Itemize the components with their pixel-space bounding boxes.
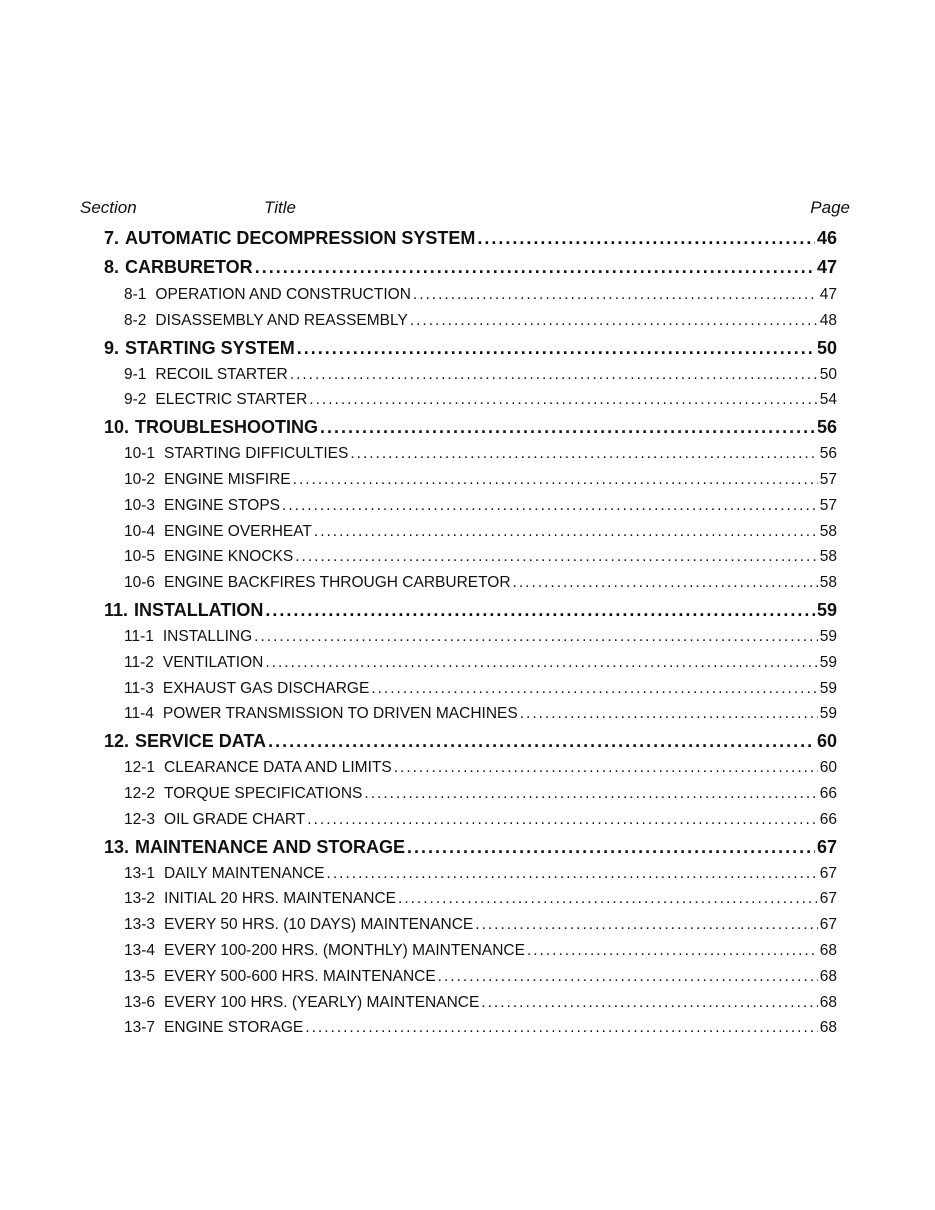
entry-page: 59 (819, 705, 837, 723)
entry-title: ENGINE STORAGE (164, 1019, 304, 1037)
dot-leader (477, 224, 815, 253)
entry-title: EVERY 100 HRS. (YEARLY) MAINTENANCE (164, 993, 480, 1011)
entry-title: POWER TRANSMISSION TO DRIVEN MACHINES (162, 705, 518, 723)
dot-leader (314, 519, 818, 545)
entry-number: 8-2 (124, 311, 147, 329)
dot-leader (255, 253, 815, 282)
dot-leader (254, 624, 818, 650)
entry-number: 13-3 (124, 916, 156, 934)
dot-leader (394, 755, 818, 781)
entry-number: 12-2 (124, 784, 156, 802)
entry-number: 13-2 (124, 890, 156, 908)
entry-title: AUTOMATIC DECOMPRESSION SYSTEM (125, 228, 476, 248)
dot-leader (320, 413, 815, 441)
toc-entry-10-5 (104, 544, 837, 570)
entry-title: ENGINE OVERHEAT (164, 522, 312, 540)
entry-title: CLEARANCE DATA AND LIMITS (164, 759, 392, 777)
toc-entry-12 (104, 727, 837, 755)
entry-number: 11-3 (124, 679, 154, 697)
entry-title: VENTILATION (162, 653, 264, 671)
entry-page: 67 (819, 916, 837, 934)
dot-leader (295, 544, 818, 570)
dot-leader (364, 781, 817, 807)
dot-leader (305, 1015, 817, 1041)
entry-title: STARTING DIFFICULTIES (164, 445, 349, 463)
entry-title: EVERY 100-200 HRS. (MONTHLY) MAINTENANCE (164, 941, 525, 959)
entry-number: 13-4 (124, 941, 156, 959)
toc-entry-13 (104, 833, 837, 861)
entry-page: 56 (816, 417, 837, 438)
entry-number: 13-7 (124, 1019, 156, 1037)
entry-title: ENGINE BACKFIRES THROUGH CARBURETOR (164, 574, 511, 592)
entry-page: 47 (816, 257, 837, 277)
entry-page: 59 (819, 627, 837, 645)
entry-page: 59 (819, 679, 837, 697)
entry-number: 11-1 (124, 627, 154, 645)
entry-number: 9-2 (124, 391, 147, 409)
entry-title: MAINTENANCE AND STORAGE (135, 836, 406, 857)
entry-title: ENGINE KNOCKS (164, 548, 294, 566)
entry-page: 68 (819, 941, 837, 959)
dot-leader (398, 886, 818, 912)
entry-title: CARBURETOR (125, 257, 253, 277)
entry-number: 13-6 (124, 993, 156, 1011)
entry-page: 48 (819, 311, 837, 329)
entry-number: 10-2 (124, 470, 156, 488)
dot-leader (327, 861, 818, 887)
entry-number: 10-3 (124, 496, 156, 514)
dot-leader (265, 650, 817, 676)
entry-number: 11-4 (124, 705, 154, 723)
entry-number: 12. (104, 731, 130, 752)
toc-entry-10-1 (104, 441, 837, 467)
entry-title: EVERY 500-600 HRS. MAINTENANCE (164, 967, 436, 985)
entry-page: 59 (819, 653, 837, 671)
entry-title: INSTALLATION (134, 599, 264, 620)
title-column-label: Title (264, 198, 296, 217)
toc-entry-13-7 (104, 1015, 837, 1041)
entry-page: 58 (819, 548, 837, 566)
entry-number: 9-1 (124, 365, 147, 383)
entry-number: 9. (104, 337, 120, 358)
entry-number: 10-6 (124, 574, 156, 592)
dot-leader (520, 701, 818, 727)
entry-title: DAILY MAINTENANCE (164, 864, 325, 882)
dot-leader (527, 938, 818, 964)
dot-leader (410, 308, 818, 334)
toc-entry-11-1 (104, 624, 837, 650)
entry-title: STARTING SYSTEM (125, 337, 295, 358)
dot-leader (513, 570, 818, 596)
entry-title: TORQUE SPECIFICATIONS (164, 784, 363, 802)
entry-number: 13-5 (124, 967, 156, 985)
entry-title: ENGINE MISFIRE (164, 470, 291, 488)
toc-entry-8-1 (104, 282, 837, 308)
dot-leader (481, 990, 817, 1016)
toc-entry-13-5 (104, 964, 837, 990)
entry-page: 66 (819, 810, 837, 828)
entry-page: 54 (819, 391, 837, 409)
entry-page: 50 (816, 337, 837, 358)
entry-number: 7. (104, 228, 120, 248)
entry-title: EXHAUST GAS DISCHARGE (162, 679, 370, 697)
entry-page: 67 (819, 864, 837, 882)
toc-entry-10-4 (104, 519, 837, 545)
dot-leader (438, 964, 818, 990)
entry-page: 68 (819, 993, 837, 1011)
toc-entry-10 (104, 413, 837, 441)
entry-number: 11. (104, 599, 129, 620)
entry-number: 11-2 (124, 653, 154, 671)
dot-leader (309, 387, 817, 413)
entry-title: EVERY 50 HRS. (10 DAYS) MAINTENANCE (164, 916, 474, 934)
entry-page: 60 (819, 759, 837, 777)
entry-title: ENGINE STOPS (164, 496, 281, 514)
entry-number: 10-5 (124, 548, 156, 566)
entry-number: 10-1 (124, 445, 156, 463)
toc-entry-11-3 (104, 676, 837, 702)
entry-page: 56 (819, 445, 837, 463)
dot-leader (290, 362, 818, 388)
entry-title: OIL GRADE CHART (164, 810, 306, 828)
dot-leader (350, 441, 817, 467)
entry-number: 12-1 (124, 759, 156, 777)
table-of-contents (104, 224, 837, 1041)
page-column-label: Page (810, 198, 850, 217)
entry-title: INITIAL 20 HRS. MAINTENANCE (164, 890, 397, 908)
entry-page: 58 (819, 522, 837, 540)
entry-number: 13-1 (124, 864, 156, 882)
toc-entry-8 (104, 253, 837, 282)
entry-page: 68 (819, 1019, 837, 1037)
dot-leader (371, 676, 817, 702)
entry-page: 60 (816, 731, 837, 752)
toc-entry-9 (104, 334, 837, 362)
toc-entry-11-4 (104, 701, 837, 727)
entry-page: 50 (819, 365, 837, 383)
toc-entry-9-1 (104, 362, 837, 388)
dot-leader (413, 282, 818, 308)
dot-leader (268, 727, 815, 755)
dot-leader (282, 493, 818, 519)
entry-page: 67 (819, 890, 837, 908)
entry-page: 57 (819, 496, 837, 514)
toc-column-header (80, 198, 850, 220)
entry-number: 8-1 (124, 286, 147, 303)
toc-entry-9-2 (104, 387, 837, 413)
toc-entry-12-2 (104, 781, 837, 807)
entry-page: 59 (816, 599, 837, 620)
toc-entry-10-6 (104, 570, 837, 596)
toc-entry-7 (104, 224, 837, 253)
toc-entry-13-1 (104, 861, 837, 887)
entry-number: 8. (104, 257, 120, 277)
toc-entry-13-6 (104, 990, 837, 1016)
entry-page: 58 (819, 574, 837, 592)
dot-leader (475, 912, 817, 938)
entry-page: 47 (819, 286, 837, 303)
entry-title: OPERATION AND CONSTRUCTION (155, 286, 411, 303)
toc-entry-12-1 (104, 755, 837, 781)
entry-title: INSTALLING (162, 627, 253, 645)
toc-entry-11-2 (104, 650, 837, 676)
toc-entry-11 (104, 596, 837, 624)
entry-title: RECOIL STARTER (155, 365, 288, 383)
entry-number: 13. (104, 836, 130, 857)
toc-entry-13-2 (104, 886, 837, 912)
entry-title: ELECTRIC STARTER (155, 391, 308, 409)
entry-page: 46 (816, 228, 837, 248)
entry-title: TROUBLESHOOTING (135, 417, 319, 438)
toc-entry-8-2 (104, 308, 837, 334)
dot-leader (407, 833, 815, 861)
dot-leader (307, 807, 817, 833)
toc-entry-12-3 (104, 807, 837, 833)
dot-leader (297, 334, 815, 362)
toc-entry-13-3 (104, 912, 837, 938)
entry-number: 10-4 (124, 522, 156, 540)
entry-title: SERVICE DATA (135, 731, 267, 752)
toc-entry-10-2 (104, 467, 837, 493)
dot-leader (265, 596, 815, 624)
entry-page: 66 (819, 784, 837, 802)
entry-title: DISASSEMBLY AND REASSEMBLY (155, 311, 408, 329)
toc-entry-10-3 (104, 493, 837, 519)
section-column-label: Section (80, 198, 137, 217)
entry-number: 10. (104, 417, 130, 438)
entry-page: 68 (819, 967, 837, 985)
toc-entry-13-4 (104, 938, 837, 964)
entry-page: 67 (816, 836, 837, 857)
entry-page: 57 (819, 470, 837, 488)
dot-leader (293, 467, 818, 493)
entry-number: 12-3 (124, 810, 156, 828)
